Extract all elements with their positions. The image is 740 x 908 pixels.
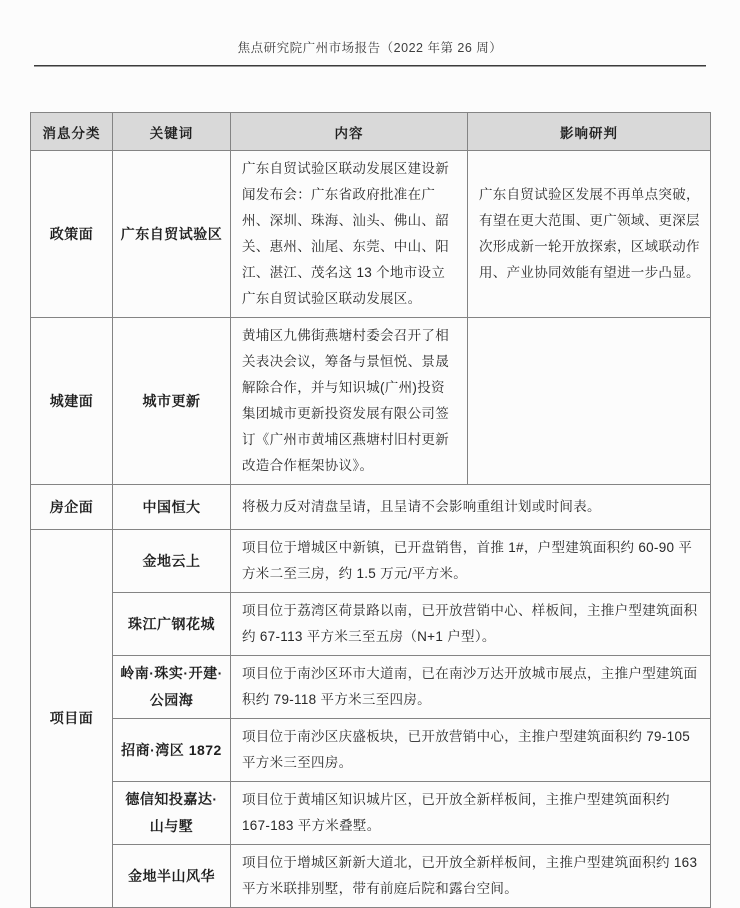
keyword-cell-urban: 城市更新 [113,318,231,485]
news-table [30,112,711,908]
report-header [0,0,740,67]
table-row-project-6 [31,845,711,908]
content-cell-project-1: 项目位于增城区中新镇，已开盘销售，首推 1#，户型建筑面积约 60-90 平方米二至三房，约 1.5 万元/平方米。 [231,530,711,593]
category-cell-developer: 房企面 [31,485,113,530]
category-cell-urban: 城建面 [31,318,113,485]
keyword-cell-developer: 中国恒大 [113,485,231,530]
table-row-project-4 [31,719,711,782]
table-row-project-1 [31,530,711,593]
header-rule [34,65,706,67]
table-row-developer [31,485,711,530]
content-cell-project-2: 项目位于荔湾区荷景路以南，已开放营销中心、样板间，主推户型建筑面积约 67-113 平方米三至五房（N+1 户型）。 [231,593,711,656]
col-header-keyword: 关键词 [113,113,231,151]
keyword-cell-project-6: 金地半山风华 [113,845,231,908]
category-cell-policy: 政策面 [31,151,113,318]
table-row-project-3 [31,656,711,719]
content-cell-developer: 将极力反对清盘呈请，且呈请不会影响重组计划或时间表。 [231,485,711,530]
table-row-urban [31,318,711,485]
table-row-project-2 [31,593,711,656]
impact-cell-urban [468,318,711,485]
content-cell-policy: 广东自贸试验区联动发展区建设新闻发布会：广东省政府批准在广州、深圳、珠海、汕头、佛山、韶关、惠州、汕尾、东莞、中山、阳江、湛江、茂名这 13 个地市设立广东自贸试验区联动发展区。 [231,151,468,318]
report-title: 焦点研究院广州市场报告（2022 年第 26 周） [237,41,503,55]
content-cell-project-5: 项目位于黄埔区知识城片区，已开放全新样板间，主推户型建筑面积约 167-183 平方米叠墅。 [231,782,711,845]
category-cell-projects: 项目面 [31,530,113,908]
table-header-row [31,113,711,151]
content-cell-urban: 黄埔区九佛街燕塘村委会召开了相关表决会议，筹备与景恒悦、景晟解除合作，并与知识城(广州)投资集团城市更新投资发展有限公司签订《广州市黄埔区燕塘村旧村更新改造合作框架协议》。 [231,318,468,485]
content-cell-project-3: 项目位于南沙区环市大道南，已在南沙万达开放城市展点，主推户型建筑面积约 79-118 平方米三至四房。 [231,656,711,719]
col-header-content: 内容 [231,113,468,151]
keyword-cell-project-3: 岭南·珠实·开建·公园海 [113,656,231,719]
col-header-impact: 影响研判 [468,113,711,151]
keyword-cell-project-5: 德信知投嘉达·山与墅 [113,782,231,845]
table-row-project-5 [31,782,711,845]
content-cell-project-6: 项目位于增城区新新大道北，已开放全新样板间，主推户型建筑面积约 163 平方米联排别墅，带有前庭后院和露台空间。 [231,845,711,908]
keyword-cell-project-4: 招商·湾区 1872 [113,719,231,782]
keyword-cell-policy: 广东自贸试验区 [113,151,231,318]
content-cell-project-4: 项目位于南沙区庆盛板块，已开放营销中心，主推户型建筑面积约 79-105 平方米三至四房。 [231,719,711,782]
table-row-policy [31,151,711,318]
keyword-cell-project-1: 金地云上 [113,530,231,593]
keyword-cell-project-2: 珠江广钢花城 [113,593,231,656]
impact-cell-policy: 广东自贸试验区发展不再单点突破，有望在更大范围、更广领域、更深层次形成新一轮开放探索，区域联动作用、产业协同效能有望进一步凸显。 [468,151,711,318]
col-header-category: 消息分类 [31,113,113,151]
